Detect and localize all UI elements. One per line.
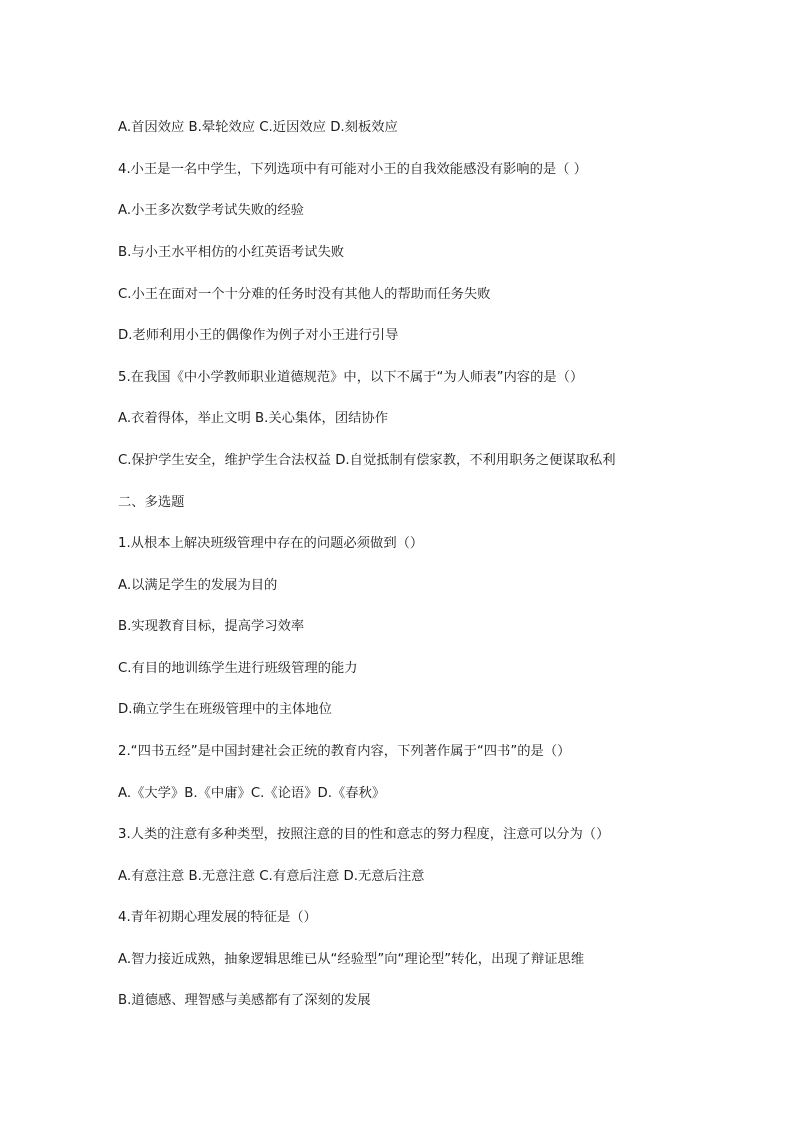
mc3-options: A.有意注意 B.无意注意 C.有意后注意 D.无意后注意 (118, 869, 425, 884)
mc4-option-a: A.智力接近成熟，抽象逻辑思维已从“经验型”向“理论型”转化，出现了辩证思维 (118, 952, 585, 967)
mc-question-2-stem: 2.“四书五经”是中国封建社会正统的教育内容，下列著作属于“四书”的是（） (118, 744, 571, 759)
question-5-stem: 5.在我国《中小学教师职业道德规范》中，以下不属于“为人师表”内容的是（） (118, 370, 584, 385)
option-line-q3: A.首因效应 B.晕轮效应 C.近因效应 D.刻板效应 (118, 120, 398, 135)
q5-options-cd: C.保护学生安全，维护学生合法权益 D.自觉抵制有偿家教，不利用职务之便谋取私利 (118, 453, 616, 468)
q4-option-b: B.与小王水平相仿的小红英语考试失败 (118, 245, 345, 260)
mc1-option-d: D.确立学生在班级管理中的主体地位 (118, 702, 332, 717)
mc1-option-a: A.以满足学生的发展为目的 (118, 578, 278, 593)
mc-question-4-stem: 4.青年初期心理发展的特征是（） (118, 910, 317, 925)
question-4-stem: 4.小王是一名中学生，下列选项中有可能对小王的自我效能感没有影响的是（ ） (118, 162, 588, 177)
mc4-option-b: B.道德感、理智感与美感都有了深刻的发展 (118, 993, 371, 1008)
section-heading-multiple-choice: 二、多选题 (118, 495, 185, 510)
q5-options-ab: A.衣着得体，举止文明 B.关心集体，团结协作 (118, 411, 389, 426)
q4-option-d: D.老师利用小王的偶像作为例子对小王进行引导 (118, 328, 399, 343)
mc1-option-b: B.实现教育目标，提高学习效率 (118, 619, 305, 634)
q4-option-c: C.小王在面对一个十分难的任务时没有其他人的帮助而任务失败 (118, 287, 491, 302)
mc-question-1-stem: 1.从根本上解决班级管理中存在的问题必须做到（） (118, 536, 424, 551)
mc1-option-c: C.有目的地训练学生进行班级管理的能力 (118, 661, 358, 676)
q4-option-a: A.小王多次数学考试失败的经验 (118, 203, 304, 218)
mc-question-3-stem: 3.人类的注意有多种类型，按照注意的目的性和意志的努力程度，注意可以分为（） (118, 827, 610, 842)
mc2-options: A.《大学》B.《中庸》C.《论语》D.《春秋》 (118, 786, 386, 801)
